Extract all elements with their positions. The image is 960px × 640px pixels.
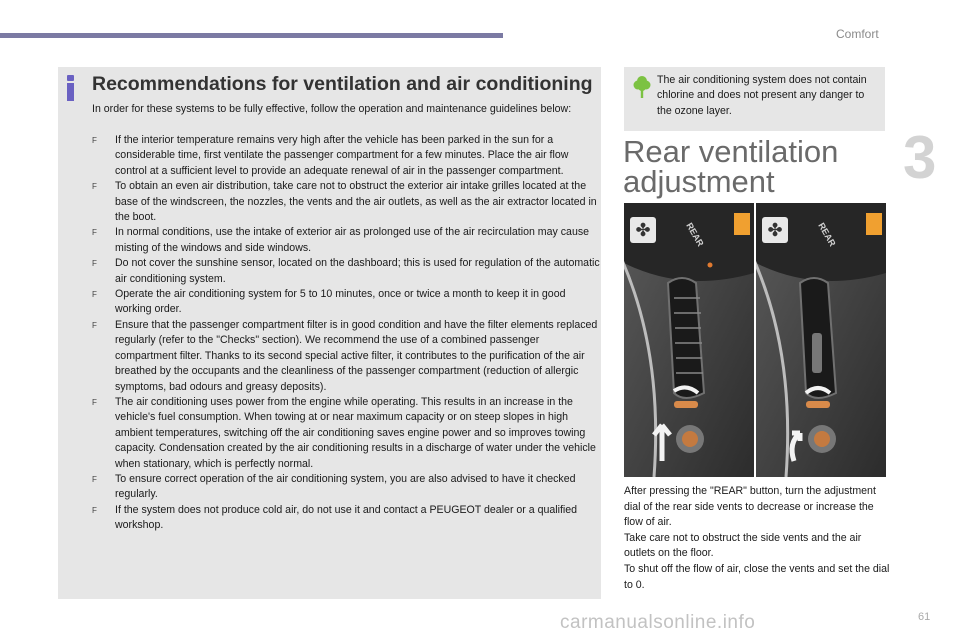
svg-text:✤: ✤	[635, 220, 651, 240]
eco-tree-icon	[633, 75, 651, 99]
list-item	[92, 503, 600, 534]
eco-note-text: The air conditioning system does not contain chlorine and does not present any danger to the ozone layer.	[657, 74, 867, 117]
section-name: Comfort	[836, 27, 879, 41]
header-bar	[0, 33, 503, 38]
recommendations-panel	[58, 67, 601, 599]
list-item	[92, 225, 600, 256]
list-item-text: To obtain an even air distribution, take care not to obstruct the exterior air intake grilles located at the base of the windscreen, the nozzles, the vents and the air outlets, as well as the air extractor located in the boot.	[115, 180, 597, 224]
list-item-text: The air conditioning uses power from the engine while operating. This results in an increase in the vehicle's fuel consumption. When towing at or near maximum capacity or on steep slopes in high ambient temperatures, switching off the air conditioning saves engine power and so improves towing capacity. Condensation created by the air conditioning results in a discharge of water under the vehicle when stationary, which is perfectly normal.	[115, 395, 596, 470]
list-item	[92, 256, 600, 287]
list-item	[92, 318, 600, 395]
rear-button-label: REAR	[816, 221, 838, 249]
rear-instructions	[624, 484, 890, 593]
bullet-icon: F	[92, 397, 97, 407]
watermark: carmanualsonline.info	[560, 612, 756, 633]
eco-note	[624, 67, 885, 131]
list-item	[92, 472, 600, 503]
info-icon	[65, 75, 76, 101]
bullet-icon: F	[92, 474, 97, 484]
rear-button-label: REAR	[684, 221, 706, 249]
list-item	[92, 179, 600, 225]
rear-vent-photo-increase	[756, 203, 886, 477]
page-number: 61	[918, 611, 931, 623]
svg-text:✤: ✤	[767, 220, 783, 240]
bullet-icon: F	[92, 182, 97, 192]
list-item-text: In normal conditions, use the intake of exterior air as prolonged use of the air recirculation may cause misting of the windows and side windows.	[115, 226, 590, 254]
list-item-text: Operate the air conditioning system for 5 to 10 minutes, once or twice a month to keep it in good working order.	[115, 288, 566, 316]
list-item-text: To ensure correct operation of the air conditioning system, you are also advised to have it checked regularly.	[115, 472, 576, 501]
rear-paragraph: To shut off the flow of air, close the vents and set the dial to 0.	[624, 562, 890, 591]
bullet-icon: F	[92, 290, 97, 300]
list-item	[92, 287, 600, 318]
recommendations-list	[92, 133, 600, 534]
rear-paragraph: Take care not to obstruct the side vents and the air outlets on the floor.	[624, 531, 862, 560]
bullet-icon: F	[92, 505, 97, 515]
rear-paragraph: After pressing the "REAR" button, turn the adjustment dial of the rear side vents to decrease or increase the flow of air.	[624, 485, 876, 529]
bullet-icon: F	[92, 320, 97, 330]
chapter-number: 3	[903, 124, 937, 191]
bullet-icon: F	[92, 259, 97, 269]
list-item-text: If the interior temperature remains very high after the vehicle has been parked in the sun for a considerable time, first ventilate the passenger compartment for a few minutes. Place the air flow control at a sufficient level to provide an adequate renewal of air in the passenger compartment.	[115, 134, 569, 177]
list-item-text: Ensure that the passenger compartment filter is in good condition and have the filter elements replaced regularly (refer to the "Checks" section). We recommend the use of a combined passenger compartment filter. Thanks to its second special active filter, it contributes to the purification of the air breathed by the occupants and the cleanliness of the passenger compartment (reduction of allergic symptoms, bad odours and greasy deposits).	[115, 318, 598, 393]
recommendations-title: Recommendations for ventilation and air conditioning	[92, 73, 593, 95]
bullet-icon: F	[92, 228, 97, 238]
rear-section-title: Rear ventilation adjustment	[623, 134, 839, 199]
rear-vent-photo-decrease	[624, 203, 754, 477]
list-item	[92, 133, 600, 179]
list-item-text: If the system does not produce cold air, do not use it and contact a PEUGEOT dealer or a qualified workshop.	[115, 503, 578, 532]
recommendations-intro: In order for these systems to be fully effective, follow the operation and maintenance guidelines below:	[92, 103, 572, 115]
list-item-text: Do not cover the sunshine sensor, located on the dashboard; this is used for regulation of the automatic air conditioning system.	[115, 257, 600, 285]
bullet-icon: F	[92, 136, 97, 145]
list-item	[92, 395, 600, 472]
